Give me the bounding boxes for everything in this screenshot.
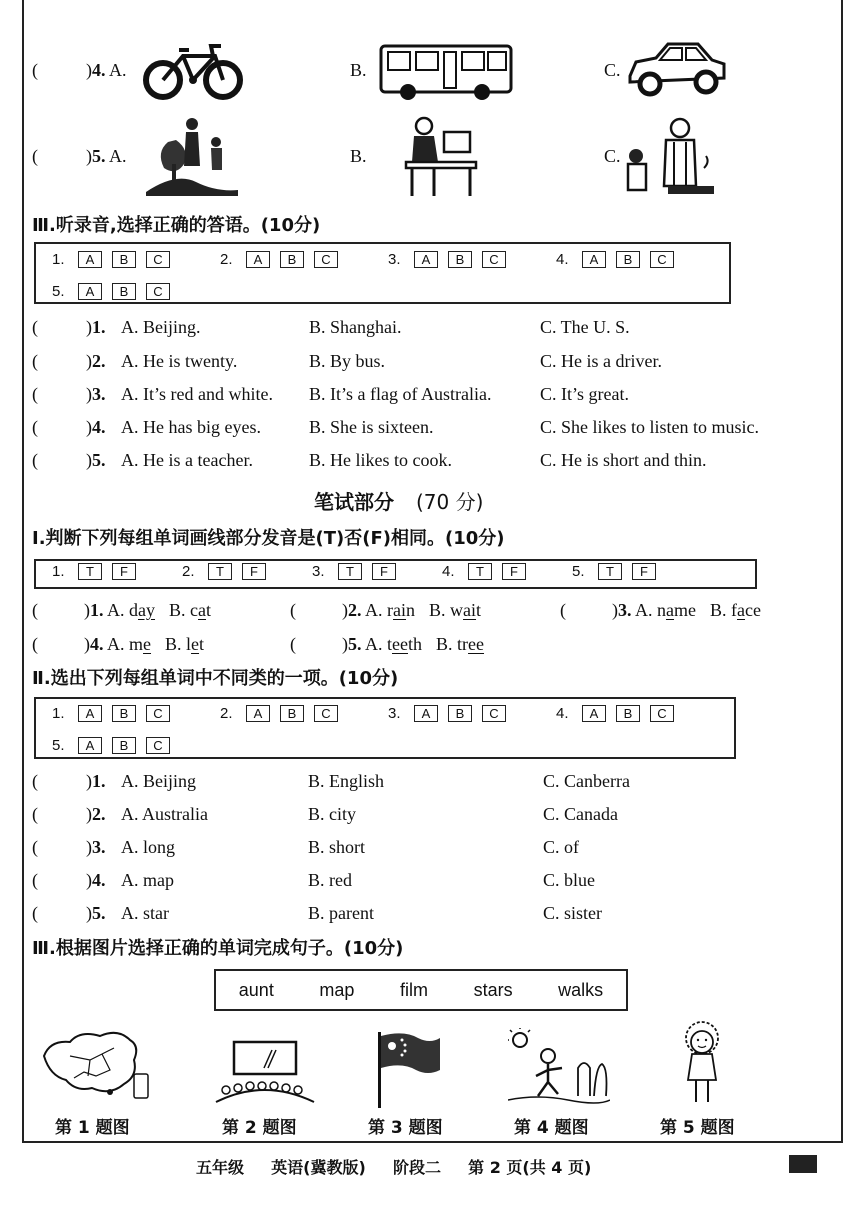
walking-boy-icon: [508, 1028, 610, 1108]
pronunciation-item: ( )3. A. name B. face: [560, 600, 761, 620]
option-b[interactable]: B: [280, 705, 304, 722]
option-b-text: B. She is sixteen.: [309, 417, 434, 437]
question-row: ( )4. A. He has big eyes. B. She is sixteen. C. She likes to listen to music.: [32, 417, 759, 437]
question-4-c: C.: [604, 60, 621, 80]
written-section-3-title: Ⅲ.根据图片选择正确的单词完成句子。(10分): [32, 938, 404, 959]
question-row: ( )5. A. star B. parent C. sister: [32, 903, 603, 923]
picture-caption: 第 5 题图: [660, 1118, 735, 1138]
option-f[interactable]: F: [242, 563, 266, 580]
answer-row-listening-1: [52, 251, 674, 268]
option-a[interactable]: A: [78, 737, 102, 754]
question-4-row: ( )4. A.: [32, 60, 127, 80]
option-b-text: B. city: [308, 804, 356, 824]
option-b[interactable]: B: [448, 251, 472, 268]
option-c-text: C. He is short and thin.: [540, 450, 707, 470]
section-3-title: Ⅲ.听录音,选择正确的答语。(10分): [32, 215, 321, 236]
option-c[interactable]: C: [482, 705, 506, 722]
option-c[interactable]: C: [146, 737, 170, 754]
word-bank-item: map: [319, 979, 355, 1000]
option-a[interactable]: A: [582, 251, 606, 268]
answer-group: 5. A B C: [52, 737, 170, 754]
footer-page: 第 2 页(共 4 页): [468, 1158, 592, 1177]
written-section-2-title: Ⅱ.选出下列每组单词中不同类的一项。(10分): [32, 668, 399, 689]
option-c-text: C. of: [543, 837, 579, 857]
car-icon: [626, 38, 728, 100]
option-c-text: C. blue: [543, 870, 595, 890]
option-a[interactable]: A: [78, 283, 102, 300]
written-section-1-title: Ⅰ.判断下列每组单词画线部分发音是(T)否(F)相同。(10分): [32, 528, 505, 549]
question-row: ( )5. A. He is a teacher. B. He likes to cook. C. He is short and thin.: [32, 450, 707, 470]
word-a: A. me: [107, 634, 152, 654]
option-c[interactable]: C: [650, 251, 674, 268]
option-a-text: A. Beijing: [121, 771, 196, 791]
answer-row-classify-1: [52, 705, 674, 722]
option-t[interactable]: T: [468, 563, 492, 580]
answer-group: 5. A B C: [52, 283, 170, 300]
bicycle-icon: [143, 42, 243, 102]
answer-group: 5. T F: [572, 563, 656, 580]
question-row: ( )2. A. Australia B. city C. Canada: [32, 804, 618, 824]
option-f[interactable]: F: [372, 563, 396, 580]
answer-group: 1. T F: [52, 563, 136, 580]
answer-group: 3. A B C: [388, 705, 506, 722]
answer-row-pronunciation: [52, 563, 656, 580]
option-a[interactable]: A: [414, 705, 438, 722]
answer-group: 1. A B C: [52, 251, 170, 268]
option-a-text: A. He is a teacher.: [121, 450, 253, 470]
question-number: 4.: [90, 634, 104, 654]
cinema-icon: [214, 1038, 316, 1104]
picture-caption: 第 3 题图: [368, 1118, 443, 1138]
answer-group: 2. T F: [182, 563, 266, 580]
question-number: 2.: [92, 351, 106, 371]
option-b-text: B. English: [308, 771, 385, 791]
question-number: 3.: [92, 384, 106, 404]
word-b: B. face: [710, 600, 761, 620]
question-number: 3.: [92, 837, 106, 857]
option-f[interactable]: F: [502, 563, 526, 580]
option-c-text: C. He is a driver.: [540, 351, 662, 371]
word-a: A. name: [635, 600, 697, 620]
option-a-text: A. It’s red and white.: [121, 384, 273, 404]
question-4-b: B.: [350, 60, 367, 80]
question-number: 5.: [92, 903, 106, 923]
option-c-text: C. Canada: [543, 804, 618, 824]
answer-group: 4. T F: [442, 563, 526, 580]
option-b-text: B. It’s a flag of Australia.: [309, 384, 492, 404]
word-bank-item: walks: [558, 979, 604, 1000]
question-5-row: ( )5. A.: [32, 146, 127, 166]
option-b[interactable]: B: [112, 283, 136, 300]
question-row: ( )1. A. Beijing. B. Shanghai. C. The U. S.: [32, 317, 630, 337]
word-a: A. rain: [365, 600, 416, 620]
option-b[interactable]: B: [112, 705, 136, 722]
answer-group: 2. A B C: [220, 251, 338, 268]
question-row: ( )2. A. He is twenty. B. By bus. C. He is a driver.: [32, 351, 662, 371]
question-5-c: C.: [604, 146, 621, 166]
option-a-text: A. He is twenty.: [121, 351, 238, 371]
option-c-text: C. sister: [543, 903, 603, 923]
option-a[interactable]: A: [246, 705, 270, 722]
option-b-text: B. He likes to cook.: [309, 450, 452, 470]
written-part-title: 笔试部分 (70 分): [314, 490, 484, 514]
option-c[interactable]: C: [146, 283, 170, 300]
option-c-text: C. She likes to listen to music.: [540, 417, 759, 437]
option-c-text: C. Canberra: [543, 771, 630, 791]
option-b-text: B. red: [308, 870, 352, 890]
corner-mark: [789, 1155, 817, 1173]
option-t[interactable]: T: [598, 563, 622, 580]
question-row: ( )4. A. map B. red C. blue: [32, 870, 595, 890]
word-b: B. wait: [429, 600, 482, 620]
pronunciation-item: ( )5. A. teeth B. tree: [290, 634, 485, 654]
question-number: 5.: [348, 634, 362, 654]
option-b[interactable]: B: [616, 251, 640, 268]
question-5-b: B.: [350, 146, 367, 166]
option-c[interactable]: C: [314, 705, 338, 722]
option-a-text: A. Australia: [121, 804, 208, 824]
option-b[interactable]: B: [448, 705, 472, 722]
option-f[interactable]: F: [112, 563, 136, 580]
option-b[interactable]: B: [112, 251, 136, 268]
option-f[interactable]: F: [632, 563, 656, 580]
word-a: A. day: [107, 600, 156, 620]
answer-row-classify-2: [52, 737, 170, 754]
office-worker-icon: [404, 114, 478, 198]
word-bank-item: aunt: [238, 979, 274, 1000]
option-b[interactable]: B: [280, 251, 304, 268]
option-b[interactable]: B: [616, 705, 640, 722]
word-b: B. tree: [436, 634, 485, 654]
option-c[interactable]: C: [146, 251, 170, 268]
pronunciation-item: ( )2. A. rain B. wait: [290, 600, 482, 620]
pronunciation-item: ( )1. A. day B. cat: [32, 600, 212, 620]
chinese-flag-icon: [374, 1030, 444, 1110]
question-number: 1.: [92, 771, 106, 791]
answer-group: 4. A B C: [556, 705, 674, 722]
question-number: 5.: [92, 450, 106, 470]
question-row: ( )3. A. long B. short C. of: [32, 837, 579, 857]
option-b-text: B. parent: [308, 903, 374, 923]
answer-group: 3. T F: [312, 563, 396, 580]
picture-caption: 第 2 题图: [222, 1118, 297, 1138]
question-number: 4.: [92, 870, 106, 890]
option-a[interactable]: A: [78, 705, 102, 722]
answer-group: 4. A B C: [556, 251, 674, 268]
question-number: 3.: [618, 600, 632, 620]
option-c[interactable]: C: [314, 251, 338, 268]
park-walk-icon: [146, 112, 238, 196]
option-c[interactable]: C: [650, 705, 674, 722]
answer-group: 1. A B C: [52, 705, 170, 722]
word-a: A. teeth: [365, 634, 423, 654]
answer-group: 2. A B C: [220, 705, 338, 722]
word-bank-item: stars: [473, 979, 513, 1000]
option-a[interactable]: A: [78, 251, 102, 268]
option-t[interactable]: T: [338, 563, 362, 580]
girl-icon: [674, 1018, 730, 1106]
option-c[interactable]: C: [482, 251, 506, 268]
answer-group: 3. A B C: [388, 251, 506, 268]
option-a-text: A. long: [121, 837, 175, 857]
question-number: 1.: [90, 600, 104, 620]
option-b-text: B. By bus.: [309, 351, 386, 371]
word-bank-item: film: [400, 979, 428, 1000]
footer-stage: 阶段二: [392, 1158, 441, 1177]
option-c[interactable]: C: [146, 705, 170, 722]
option-a-text: A. He has big eyes.: [121, 417, 261, 437]
word-b: B. let: [165, 634, 205, 654]
question-row: ( )1. A. Beijing B. English C. Canberra: [32, 771, 630, 791]
option-t[interactable]: T: [208, 563, 232, 580]
option-a-text: A. Beijing.: [121, 317, 201, 337]
word-b: B. cat: [169, 600, 212, 620]
answer-row-listening-2: [52, 283, 170, 300]
footer-grade: 五年级: [196, 1158, 245, 1177]
word-bank: [214, 969, 628, 1011]
option-c-text: C. It’s great.: [540, 384, 629, 404]
footer-subject: 英语(冀教版): [271, 1158, 366, 1177]
option-a[interactable]: A: [246, 251, 270, 268]
option-b-text: B. short: [308, 837, 366, 857]
question-number: 4.: [92, 417, 106, 437]
question-row: ( )3. A. It’s red and white. B. It’s a flag of Australia. C. It’s great.: [32, 384, 629, 404]
option-a-text: A. star: [121, 903, 169, 923]
option-b-text: B. Shanghai.: [309, 317, 402, 337]
question-number: 1.: [92, 317, 106, 337]
picture-caption: 第 4 题图: [514, 1118, 589, 1138]
option-a-text: A. map: [121, 870, 174, 890]
picture-caption: 第 1 题图: [55, 1118, 130, 1138]
option-a[interactable]: A: [582, 705, 606, 722]
option-c-text: C. The U. S.: [540, 317, 630, 337]
option-t[interactable]: T: [78, 563, 102, 580]
option-a[interactable]: A: [414, 251, 438, 268]
question-number: 2.: [92, 804, 106, 824]
question-number: 2.: [348, 600, 362, 620]
bus-icon: [378, 42, 518, 102]
option-b[interactable]: B: [112, 737, 136, 754]
pronunciation-item: ( )4. A. me B. let: [32, 634, 205, 654]
page-footer: [196, 1155, 591, 1178]
cooking-icon: [624, 116, 718, 198]
china-map-icon: [40, 1026, 152, 1102]
